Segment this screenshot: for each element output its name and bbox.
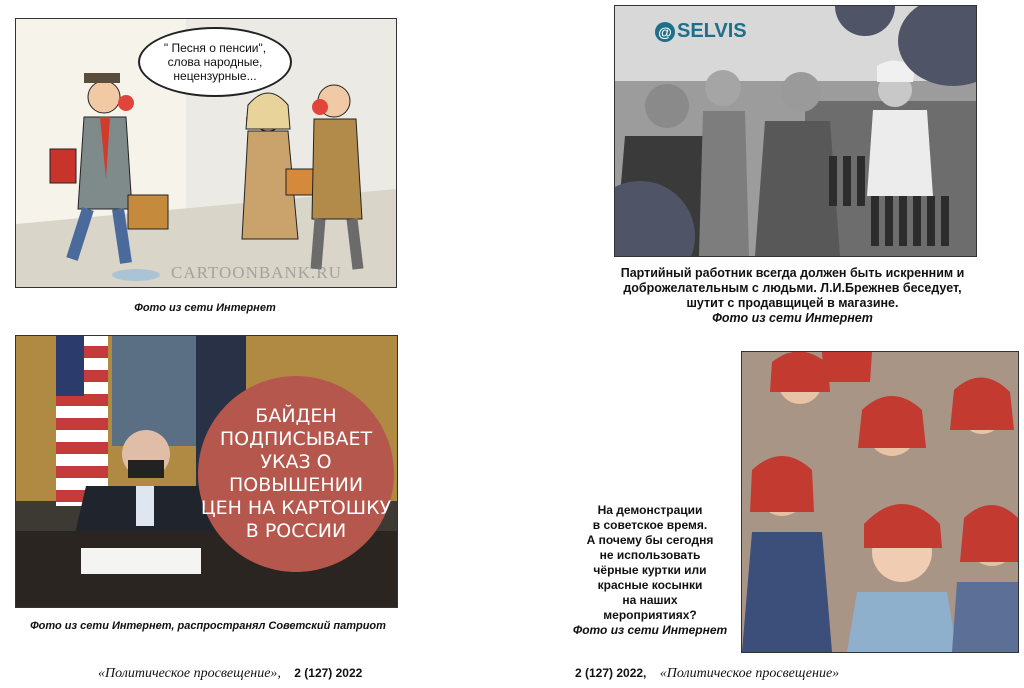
footer-right xyxy=(575,666,839,682)
issue-number: 2 (127) 2022 xyxy=(294,666,363,680)
masthead: «Политическое просвещение», xyxy=(98,666,281,681)
shop-photo xyxy=(614,5,977,257)
caption-source: Фото из сети Интернет xyxy=(572,623,728,637)
speech-bubble xyxy=(138,27,292,97)
cartoon-image xyxy=(15,18,397,288)
caption-line: А почему бы сегодня xyxy=(586,533,714,547)
caption-line: чёрные куртки или xyxy=(593,563,707,577)
overlay-text: БАЙДЕН ПОДПИСЫВАЕТ УКАЗ О ПОВЫШЕНИИ ЦЕН НА КАРТОШКУ В РОССИИ xyxy=(200,405,392,542)
watermark: CARTOONBANK.RU xyxy=(171,263,342,282)
logo-text: SELVIS xyxy=(677,20,747,42)
photo-figures xyxy=(742,352,1018,652)
cartoon-caption: Фото из сети Интернет xyxy=(134,302,276,314)
caption-line: доброжелательным с людьми. Л.И.Брежнев беседует, xyxy=(623,281,962,295)
biden-photo xyxy=(15,335,398,608)
speech-bubble-text: " Песня о пенсии", слова народные, нецензурные... xyxy=(163,41,267,83)
masthead: «Политическое просвещение» xyxy=(659,666,840,681)
issue-number: 2 (127) 2022, xyxy=(575,666,647,680)
selvis-logo xyxy=(655,20,747,43)
document-paper xyxy=(81,548,201,574)
biden-caption: Фото из сети Интернет, распространял Советский патриот xyxy=(30,620,386,632)
demo-caption xyxy=(560,503,740,638)
caption-line: мероприятиях? xyxy=(603,608,697,622)
caption-line: шутит с продавщицей в магазине. xyxy=(686,296,899,310)
at-icon: @ xyxy=(655,22,675,42)
demonstration-photo xyxy=(741,351,1019,653)
shop-caption xyxy=(580,266,1005,326)
caption-source: Фото из сети Интернет xyxy=(712,311,873,325)
footer-left xyxy=(98,666,362,682)
caption-line: на наших xyxy=(622,593,678,607)
caption-line: красные косынки xyxy=(597,578,703,592)
caption-line: в советское время. xyxy=(592,518,708,532)
caption-line: не использовать xyxy=(599,548,701,562)
caption-line: На демонстрации xyxy=(597,503,703,517)
caption-line: Партийный работник всегда должен быть искренним и xyxy=(620,266,965,280)
overlay-circle xyxy=(198,376,394,572)
